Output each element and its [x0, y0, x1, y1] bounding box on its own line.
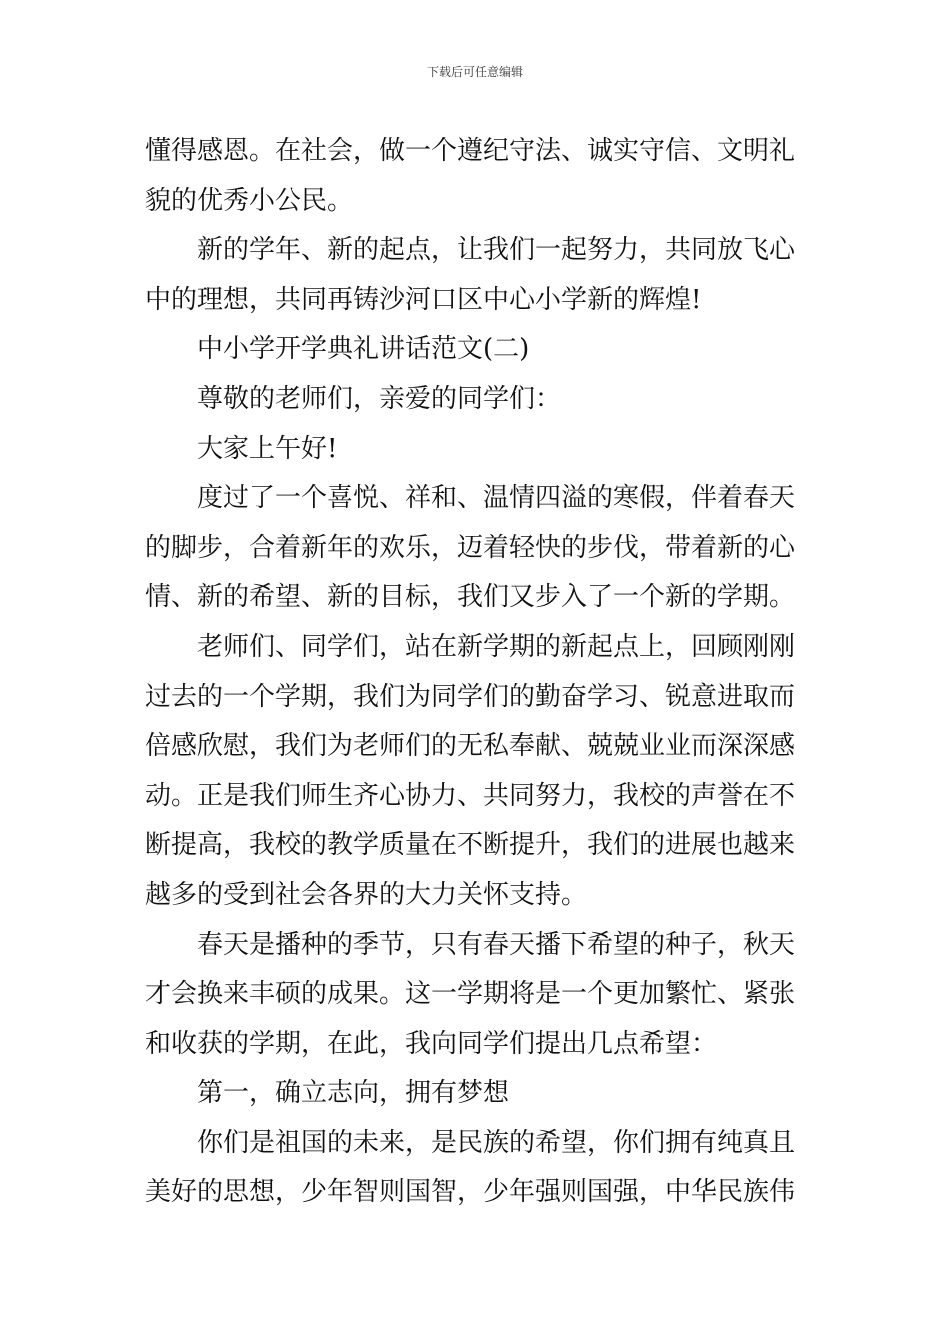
text-line: 才会换来丰硕的成果。这一学期将是一个更加繁忙、紧张: [145, 979, 796, 1010]
greeting: 大家上午好!: [197, 433, 338, 464]
text-line: 越多的受到社会各界的大力关怀支持。: [145, 879, 588, 910]
subheading: 第一，确立志向，拥有梦想: [197, 1078, 510, 1109]
text-line: 断提高，我校的教学质量在不断提升，我们的进展也越来: [145, 830, 796, 861]
text-line: 的脚步，合着新年的欢乐，迈着轻快的步伐，带着新的心: [145, 532, 796, 563]
text-line: 倍感欣慰，我们为老师们的无私奉献、兢兢业业而深深感: [145, 731, 796, 762]
text-line: 和收获的学期，在此，我向同学们提出几点希望：: [145, 1028, 718, 1059]
text-line: 度过了一个喜悦、祥和、温情四溢的寒假，伴着春天: [197, 483, 796, 514]
text-line: 新的学年、新的起点，让我们一起努力，共同放飞心: [197, 235, 796, 266]
text-line: 美好的思想，少年智则国智，少年强则国强，中华民族伟: [145, 1177, 796, 1208]
text-line: 春天是播种的季节，只有春天播下希望的种子，秋天: [197, 929, 796, 960]
document-body: [145, 127, 810, 1218]
text-line: 你们是祖国的未来，是民族的希望，你们拥有纯真且: [197, 1127, 796, 1158]
text-line: 老师们、同学们，站在新学期的新起点上，回顾刚刚: [197, 631, 796, 662]
text-line: 过去的一个学期，我们为同学们的勤奋学习、锐意进取而: [145, 681, 796, 712]
text-line: 懂得感恩。在社会，做一个遵纪守法、诚实守信、文明礼: [145, 136, 796, 166]
page-header: 下载后可任意编辑: [426, 65, 523, 79]
text-line: 动。正是我们师生齐心协力、共同努力，我校的声誉在不: [145, 780, 796, 811]
text-line: 中的理想，共同再铸沙河口区中心小学新的辉煌!: [145, 284, 702, 315]
section-title: 中小学开学典礼讲话范文(二): [197, 334, 530, 365]
text-line: 情、新的希望、新的目标，我们又步入了一个新的学期。: [145, 582, 796, 613]
text-line: 貌的优秀小公民。: [145, 185, 354, 216]
salutation: 尊敬的老师们，亲爱的同学们：: [197, 383, 562, 414]
